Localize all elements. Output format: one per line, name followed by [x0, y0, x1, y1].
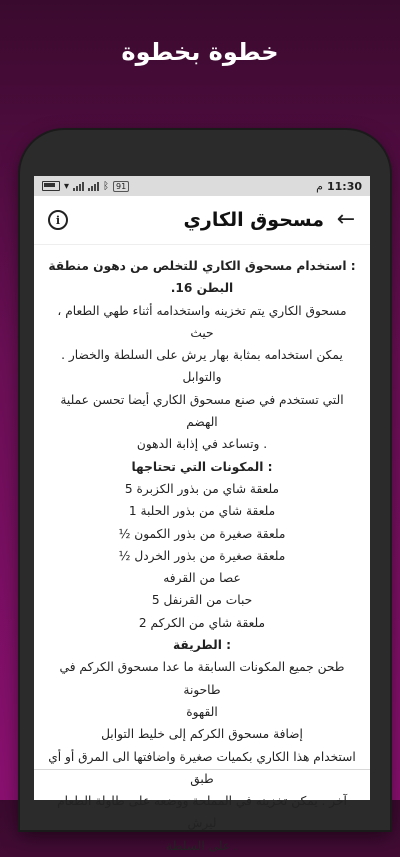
bluetooth-icon: ᛒ [103, 180, 110, 192]
intro-line: . وتساعد في إذابة الدهون [136, 437, 268, 452]
article-heading: : استخدام مسحوق الكاري للتخلص من دهون منطقة البطن 16. [48, 259, 356, 296]
battery-icon [42, 181, 60, 191]
status-left [42, 181, 129, 192]
bottom-divider [34, 769, 370, 770]
ingredient-item: ملعقة شاي من الكركم 2 [138, 615, 266, 630]
app-bar [34, 196, 370, 245]
ingredient-item: ملعقة شاي من بذور الحلبة 1 [128, 504, 276, 519]
method-line: طحن جميع المكونات السابقة ما عدا مسحوق الكركم في طاحونة [59, 660, 345, 697]
status-right [316, 180, 362, 193]
back-button[interactable] [332, 206, 360, 234]
method-line: القهوة [186, 704, 218, 719]
signal-icon [73, 181, 84, 191]
intro-line: مسحوق الكاري يتم تخزينه واستخدامه أثناء طهي الطعام ، حيث [57, 303, 347, 340]
ingredient-item: ملعقة صغيرة من بذور الخردل ½ [118, 548, 286, 563]
method-line: آخر . يمكن تخزينه في المملحة ووضعه على طاولة الطعام ليرش [57, 794, 347, 831]
article-content [34, 245, 370, 857]
method-line: إضافة مسحوق الكركم إلى خليط التوابل [101, 727, 303, 742]
status-bar [34, 176, 370, 196]
ingredient-item: ملعقة صغيرة من بذور الكمون ½ [118, 526, 286, 541]
app-screen [34, 176, 370, 853]
arrow-left-icon: ← [336, 207, 356, 232]
intro-line: يمكن استخدامه بمثابة بهار يرش على السلطة والخضار . والتوابل [61, 348, 343, 385]
ingredient-item: ملعقة شاي من بذور الكزبرة 5 [124, 481, 280, 496]
method-title: : الطريقة [172, 638, 232, 653]
ingredient-item: عصا من القرفه [163, 571, 241, 586]
page-title: مسحوق الكاري [183, 209, 324, 231]
method-line: استخدام هذا الكاري بكميات صغيرة واضافتها الى المرق أو أي طبق [48, 749, 356, 786]
promo-title: خطوة بخطوة [121, 38, 279, 66]
info-button[interactable] [44, 206, 72, 234]
status-badge: 91 [113, 181, 129, 192]
intro-line: التي تستخدم في صنع مسحوق الكاري أيضا تحسن عملية الهضم [60, 392, 344, 430]
info-icon: i [48, 210, 68, 230]
status-time: 11:30 [326, 179, 362, 193]
wifi-icon: ▾ [64, 180, 70, 192]
ingredient-item: حبات من القرنفل 5 [151, 593, 253, 608]
status-period: م [316, 179, 323, 193]
ingredients-title: : المكونات التي تحتاجها [131, 459, 273, 474]
method-line: . على السلطة [166, 838, 238, 853]
signal-icon-2 [88, 181, 99, 191]
